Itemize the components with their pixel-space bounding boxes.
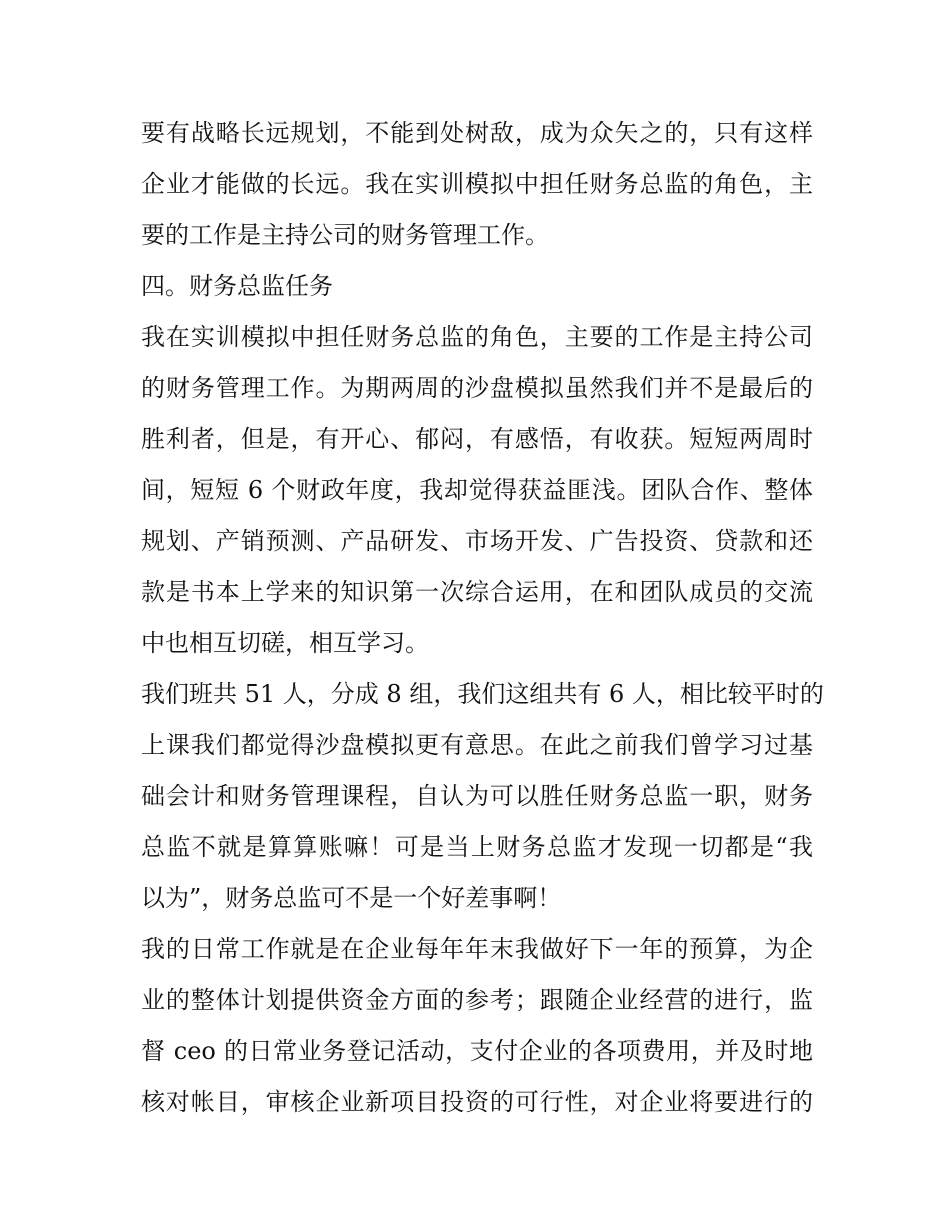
document-body	[141, 108, 824, 1128]
text-line: 督 ceo 的日常业务登记活动，支付企业的各项费用，并及时地	[141, 1037, 813, 1065]
text-line: 我们班共 51 人，分成 8 组，我们这组共有 6 人，相比较平时的	[141, 680, 824, 708]
text-line: 要有战略长远规划，不能到处树敌，成为众矢之的，只有这样	[141, 119, 813, 147]
text-line: 上课我们都觉得沙盘模拟更有意思。在此之前我们曾学习过基	[141, 731, 813, 759]
text-line: 款是书本上学来的知识第一次综合运用，在和团队成员的交流	[141, 578, 813, 606]
text-line: 的财务管理工作。为期两周的沙盘模拟虽然我们并不是最后的	[141, 374, 813, 402]
text-line: 胜利者，但是，有开心、郁闷，有感悟，有收获。短短两周时	[141, 425, 813, 453]
text-line: 规划、产销预测、产品研发、市场开发、广告投资、贷款和还	[141, 527, 813, 555]
text-line: 中也相互切磋，相互学习。	[141, 629, 429, 657]
text-line: 企业才能做的长远。我在实训模拟中担任财务总监的角色，主	[141, 170, 813, 198]
text-line: 我在实训模拟中担任财务总监的角色，主要的工作是主持公司	[141, 323, 813, 351]
text-line: 以为”，财务总监可不是一个好差事啊！	[141, 884, 562, 912]
text-line: 要的工作是主持公司的财务管理工作。	[141, 221, 549, 249]
text-line: 业的整体计划提供资金方面的参考；跟随企业经营的进行，监	[141, 986, 813, 1014]
section-heading: 四。财务总监任务	[141, 272, 333, 300]
text-line: 间，短短 6 个财政年度，我却觉得获益匪浅。团队合作、整体	[141, 476, 813, 504]
text-line: 础会计和财务管理课程，自认为可以胜任财务总监一职，财务	[141, 782, 813, 810]
text-line: 核对帐目，审核企业新项目投资的可行性，对企业将要进行的	[141, 1088, 813, 1116]
text-line: 总监不就是算算账嘛！可是当上财务总监才发现一切都是“我	[141, 833, 813, 861]
text-line: 我的日常工作就是在企业每年年末我做好下一年的预算，为企	[141, 935, 813, 963]
